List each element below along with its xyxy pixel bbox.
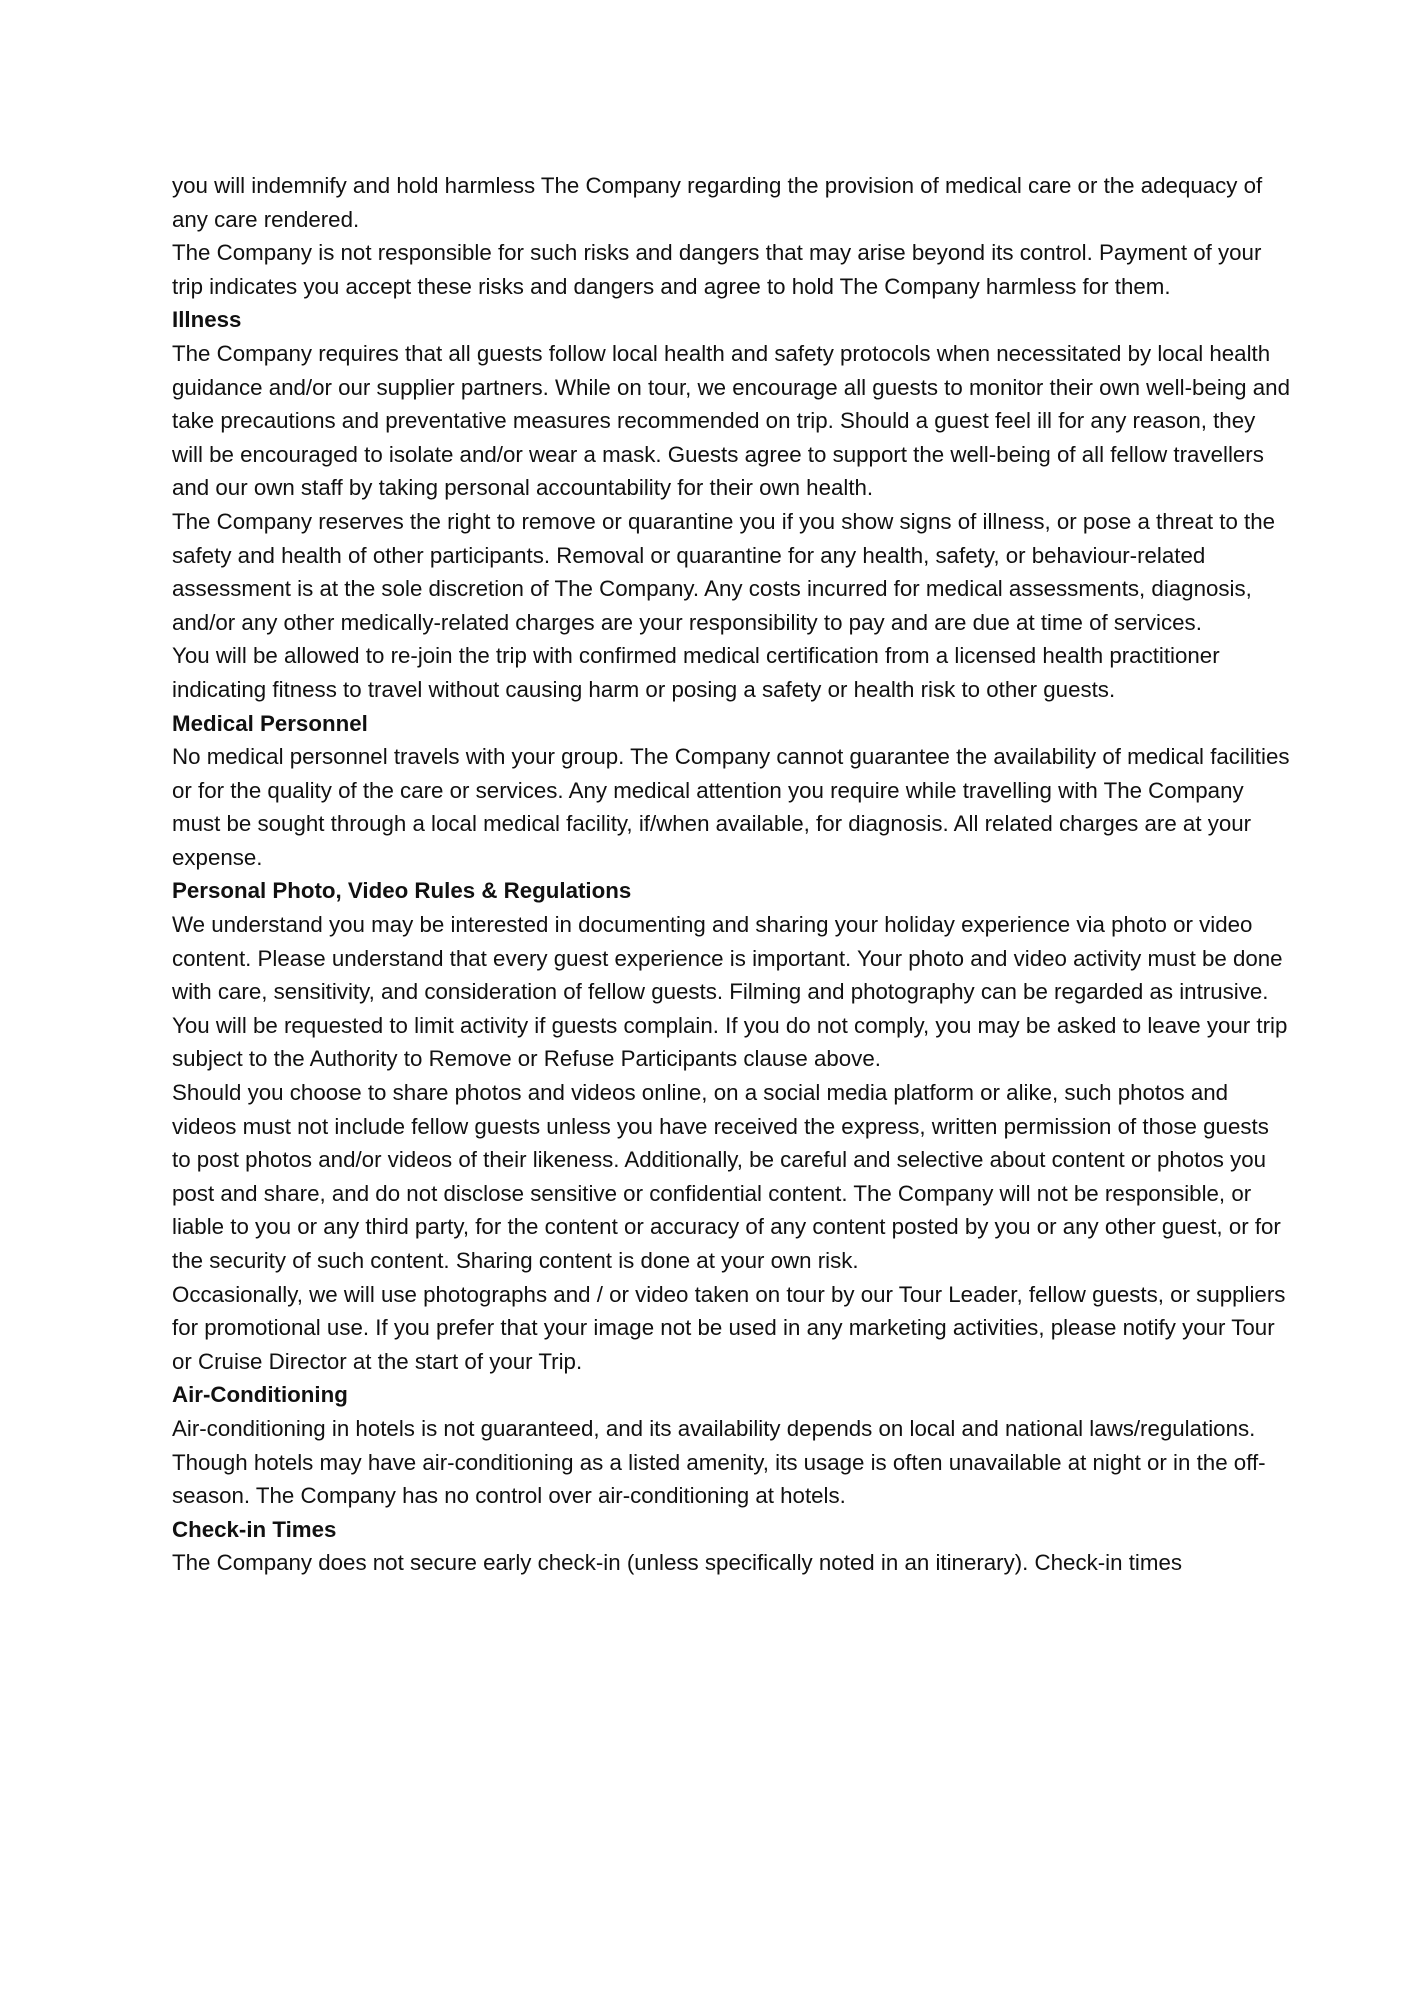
paragraph: You will be allowed to re-join the trip with confirmed medical certification from a licensed health practitioner indicating fitness to travel without causing harm or posing a safety or health risk to other guests. <box>172 643 1220 702</box>
paragraph: No medical personnel travels with your group. The Company cannot guarantee the availability of medical facilities or for the quality of the care or services. Any medical attention you require while travelling with The Company must be sought through a local medical facility, if/when available, for diagnosis. All related charges are at your expense. <box>172 744 1290 870</box>
document-page <box>172 169 1292 1580</box>
paragraph: Air-conditioning in hotels is not guaranteed, and its availability depends on local and national laws/regulations. Though hotels may have air-conditioning as a listed amenity, its usage is often unavailable at night or in the off-season. The Company has no control over air-conditioning at hotels. <box>172 1415 1266 1509</box>
section-heading-medical-personnel: Medical Personnel <box>172 710 368 736</box>
section-heading-check-in-times: Check-in Times <box>172 1516 337 1542</box>
paragraph: you will indemnify and hold harmless The Company regarding the provision of medical care or the adequacy of any care rendered. <box>172 173 1263 232</box>
section-heading-illness: Illness <box>172 307 242 333</box>
paragraph: Should you choose to share photos and videos online, on a social media platform or alike, such photos and videos must not include fellow guests unless you have received the express, written permission of those guests to post photos and/or videos of their likeness. Additionally, be careful and selective about content or photos you post and share, and do not disclose sensitive or confidential content. The Company will not be responsible, or liable to you or any third party, for the content or accuracy of any content posted by you or any other guest, or for the security of such content. Sharing content is done at your own risk. <box>172 1080 1281 1273</box>
paragraph: Occasionally, we will use photographs and / or video taken on tour by our Tour Leader, fellow guests, or suppliers for promotional use. If you prefer that your image not be used in any marketing activities, please notify your Tour or Cruise Director at the start of your Trip. <box>172 1281 1286 1374</box>
paragraph: We understand you may be interested in documenting and sharing your holiday experience via photo or video content. Please understand that every guest experience is important. Your photo and video activity must be done with care, sensitivity, and consideration of fellow guests. Filming and photography can be regarded as intrusive. You will be requested to limit activity if guests complain. If you do not comply, you may be asked to leave your trip subject to the Authority to Remove or Refuse Participants clause above. <box>172 912 1288 1072</box>
paragraph: The Company does not secure early check-in (unless specifically noted in an itinerary). Check-in times <box>172 1550 1183 1576</box>
section-heading-photo-video-rules: Personal Photo, Video Rules & Regulations <box>172 878 632 904</box>
paragraph: The Company reserves the right to remove or quarantine you if you show signs of illness, or pose a threat to the safety and health of other participants. Removal or quarantine for any health, safety, or behaviour-related assessment is at the sole discretion of The Company. Any costs incurred for medical assessments, diagnosis, and/or any other medically-related charges are your responsibility to pay and are due at time of services. <box>172 508 1276 635</box>
paragraph: The Company is not responsible for such risks and dangers that may arise beyond its control. Payment of your trip indicates you accept these risks and dangers and agree to hold The Company harmless for them. <box>172 240 1262 299</box>
section-heading-air-conditioning: Air-Conditioning <box>172 1382 348 1408</box>
paragraph: The Company requires that all guests follow local health and safety protocols when necessitated by local health guidance and/or our supplier partners. While on tour, we encourage all guests to monitor their own well-being and take precautions and preventative measures recommended on trip. Should a guest feel ill for any reason, they will be encouraged to isolate and/or wear a mask. Guests agree to support the well-being of all fellow travellers and our own staff by taking personal accountability for their own health. <box>172 340 1290 501</box>
